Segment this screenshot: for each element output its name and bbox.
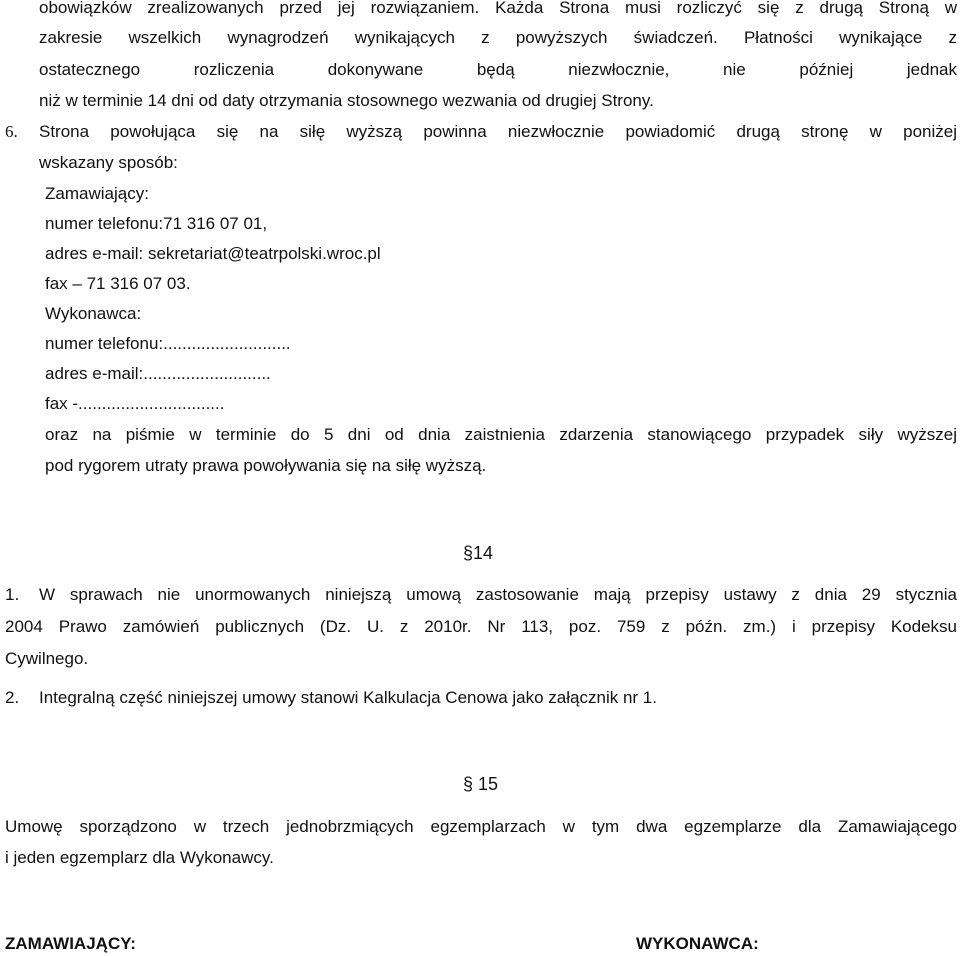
signature-wykonawca: WYKONAWCA: (636, 934, 759, 953)
intro-line-4: niż w terminie 14 dni od daty otrzymania stosownego wezwania od drugiej Strony. (39, 91, 654, 110)
contact-wykonawca-email: adres e-mail:........................... (45, 364, 271, 383)
contact-wykonawca-label: Wykonawca: (45, 304, 142, 323)
section-14-item-2-number: 2. (5, 688, 20, 707)
section-14-heading: §14 (463, 543, 494, 563)
contact-zamawiajacy-label: Zamawiający: (45, 184, 149, 203)
contact-zamawiajacy-fax: fax – 71 316 07 03. (45, 274, 191, 293)
contact-zamawiajacy-phone: numer telefonu:71 316 07 01, (45, 214, 268, 233)
contact-wykonawca-phone: numer telefonu:........................... (45, 334, 291, 353)
item-6-number: 6. (5, 122, 18, 141)
contact-wykonawca-fax: fax -............................... (45, 394, 225, 413)
section-14-item-1-number: 1. (5, 585, 20, 604)
intro-line-1: obowiązków zrealizowanych przed jej rozwiązaniem. Każda Strona musi rozliczyć się z drugą Stroną w (39, 0, 957, 17)
section-14-item-1-line-1: W sprawach nie unormowanych niniejszą umową zastosowanie mają przepisy ustawy z dnia 29 stycznia (39, 585, 957, 604)
section-14-item-1-line-3: Cywilnego. (5, 649, 89, 668)
item-6-closing-line-1: oraz na piśmie w terminie do 5 dni od dnia zaistnienia zdarzenia stanowiącego przypadek siły wyższej (45, 425, 957, 444)
item-6-line-1: Strona powołująca się na siłę wyższą powinna niezwłocznie powiadomić drugą stronę w poniżej (39, 122, 957, 141)
section-15-heading: § 15 (463, 774, 499, 794)
intro-line-2: zakresie wszelkich wynagrodzeń wynikających z powyższych świadczeń. Płatności wynikające z (39, 28, 957, 47)
section-15-line-1: Umowę sporządzono w trzech jednobrzmiących egzemplarzach w tym dwa egzemplarze dla Zamawiającego (5, 817, 957, 836)
contact-zamawiajacy-email: adres e-mail: sekretariat@teatrpolski.wroc.pl (45, 244, 381, 263)
item-6-line-2: wskazany sposób: (39, 153, 178, 172)
section-14-item-1-line-2: 2004 Prawo zamówień publicznych (Dz. U. z 2010r. Nr 113, poz. 759 z późn. zm.) i przepisy Kodeksu (5, 617, 957, 636)
item-6-closing-line-2: pod rygorem utraty prawa powoływania się na siłę wyższą. (45, 456, 487, 475)
section-15-line-2: i jeden egzemplarz dla Wykonawcy. (5, 848, 274, 867)
signature-zamawiajacy: ZAMAWIAJĄCY: (5, 934, 136, 953)
intro-line-3: ostatecznego rozliczenia dokonywane będą niezwłocznie, nie później jednak (39, 60, 957, 79)
section-14-item-2-line-1: Integralną część niniejszej umowy stanowi Kalkulacja Cenowa jako załącznik nr 1. (39, 688, 657, 707)
